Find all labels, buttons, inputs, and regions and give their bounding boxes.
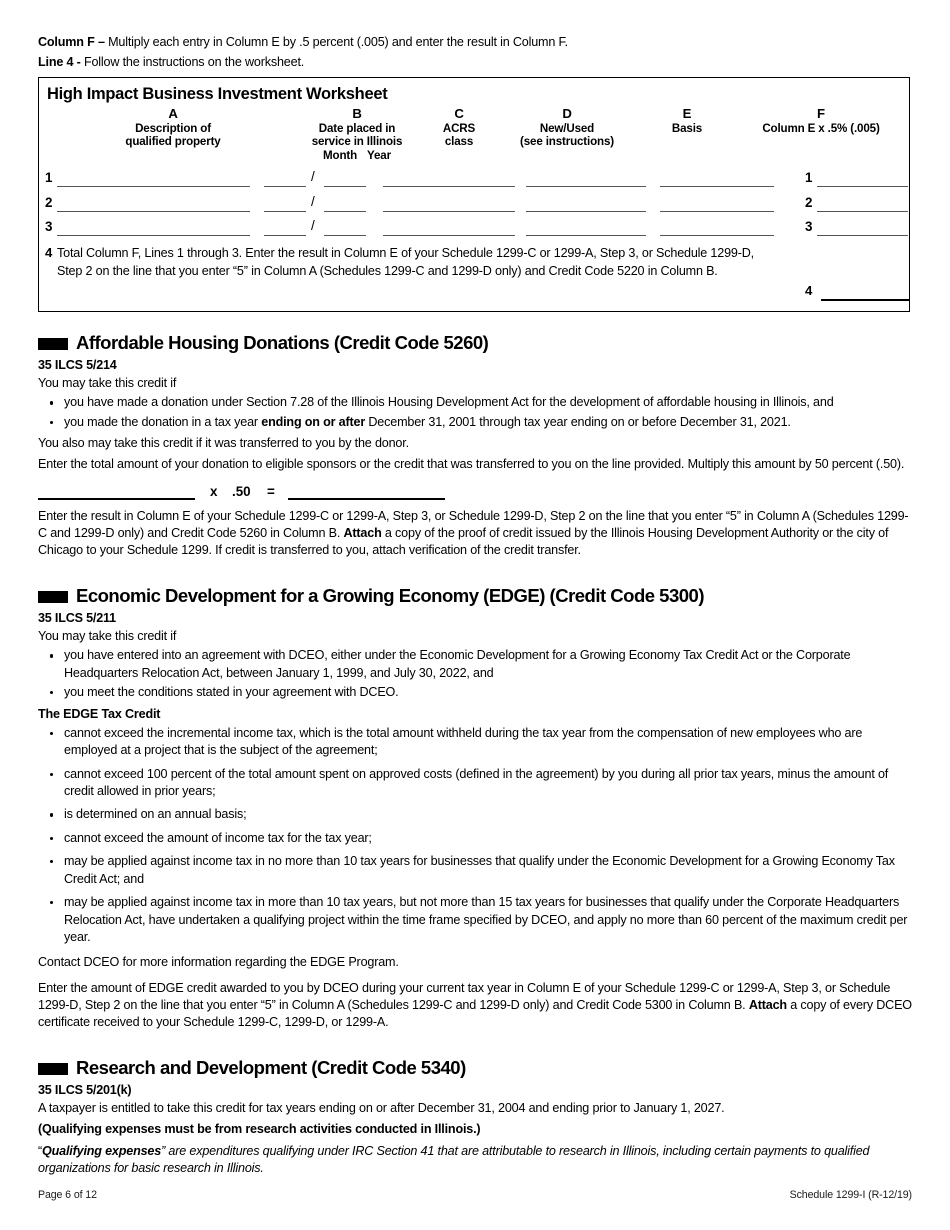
contact-dceo-text: Contact DCEO for more information regarding the EDGE Program. <box>38 955 399 970</box>
section-bullet-square-icon <box>38 591 68 603</box>
list-item <box>38 894 912 946</box>
section-heading-edge <box>38 585 912 606</box>
column-f-text: Multiply each entry in Column E by .5 percent (.005) and enter the result in Column F. <box>108 35 568 49</box>
row-2-field-d[interactable] <box>526 211 646 212</box>
column-a-line2: qualified property <box>125 135 221 149</box>
row-1-number-right: 1 <box>805 170 813 186</box>
row-1-slash: / <box>311 169 315 185</box>
worksheet-line-4-answer-field[interactable] <box>821 299 909 301</box>
row-1-field-c[interactable] <box>383 186 515 187</box>
lead-text-edge: You may take this credit if <box>38 629 177 644</box>
bullet-list-affordable-housing <box>38 394 912 431</box>
section-title-affordable-housing: Affordable Housing Donations (Credit Code 5260) <box>76 332 489 354</box>
list-item <box>38 647 912 682</box>
column-b-line2: service in Illinois <box>311 135 403 149</box>
worksheet-row-3 <box>39 218 909 243</box>
edge-bullet-1: you have entered into an agreement with DCEO, either under the Economic Development for a Growing Economy Tax Credit Act or the Corporate Headquarters Relocation Act, between January 1, 1999, and July 30, 2022, and <box>64 648 851 680</box>
multiply-by-fifty-percent-line <box>38 482 912 508</box>
edge-rule-1: cannot exceed the incremental income tax, which is the total amount withheld during the tax year from the compensation of new employees who are employed at a project that is the subject of the agreement; <box>64 725 863 758</box>
row-3-field-d[interactable] <box>526 235 646 236</box>
row-1-field-d[interactable] <box>526 186 646 187</box>
row-3-field-e[interactable] <box>660 235 774 236</box>
worksheet-line-4 <box>39 243 909 311</box>
page-footer <box>38 1189 912 1201</box>
column-header-a <box>73 107 273 149</box>
qualifying-expenses-definition <box>38 1143 912 1177</box>
edge-rule-6: may be applied against income tax in more than 10 tax years, but not more than 15 tax years for businesses that qualify under the Corporate Headquarters Relocation Act, have undertaken a qualifying project within the time frame specified by DCEO, and apply no more than 60 percent of the maximum credit per year. <box>64 895 908 944</box>
bullet-list-edge-rules <box>38 725 912 946</box>
row-1-number-left: 1 <box>45 170 53 186</box>
ilcs-citation-research-development: 35 ILCS 5/201(k) <box>38 1083 132 1098</box>
worksheet-row-2 <box>39 194 909 219</box>
column-d-line1: New/Used <box>539 121 595 135</box>
list-item <box>38 830 912 847</box>
row-2-slash: / <box>311 193 315 209</box>
column-b-month-year <box>267 149 447 163</box>
bullet-list-edge-eligibility <box>38 647 912 701</box>
page-content <box>38 34 912 1177</box>
row-1-field-f[interactable] <box>817 186 908 187</box>
line-4-text: Follow the instructions on the worksheet. <box>83 54 305 69</box>
subheading-edge-tax-credit: The EDGE Tax Credit <box>38 706 161 721</box>
open-quote: “ <box>38 1143 43 1158</box>
list-item <box>38 414 912 431</box>
donation-instruction-affordable-housing: Enter the total amount of your donation to eligible sponsors or the credit that was transferred to you on the line provided. Multiply this amount by 50 percent (.50). <box>38 457 905 472</box>
row-2-number-left: 2 <box>45 194 53 210</box>
attach-label-2: Attach <box>748 997 787 1012</box>
column-f-line1: Column E x .5% (.005) <box>762 121 880 135</box>
row-1-field-b-month[interactable] <box>264 186 306 187</box>
bullet-text-2-bold: ending on or after <box>261 414 366 429</box>
edge-rule-5: may be applied against income tax in no more than 10 tax years for businesses that qualify under the Economic Development for a Growing Economy Tax Credit Act; and <box>64 854 895 886</box>
row-3-number-right: 3 <box>805 219 813 235</box>
footer-schedule-id: Schedule 1299-I (R-12/19) <box>789 1189 912 1201</box>
row-3-field-b-month[interactable] <box>264 235 306 236</box>
worksheet-row-1 <box>39 169 909 194</box>
column-letter-b: B <box>352 106 362 122</box>
column-b-year: Year <box>367 148 391 162</box>
closing-text-edge <box>38 980 912 1032</box>
row-1-field-a[interactable] <box>57 186 250 187</box>
line-4-label: Line 4 - <box>38 54 84 69</box>
worksheet-title: High Impact Business Investment Worksheet <box>47 85 388 104</box>
multiply-operator: x <box>210 483 218 499</box>
closing-pre-1: Enter the result in Column E of your Schedule 1299-C or 1299-A, Step 3, or Schedule 1299-D, Step 2 on the line that you enter “5” in Column A (Schedules 1299-C and 1299-D only) and Credit Code 5260 in Column B. <box>38 508 909 540</box>
row-1-field-b-year[interactable] <box>324 186 366 187</box>
column-b-line1: Date placed in <box>318 121 396 135</box>
multiply-factor: .50 <box>232 483 251 499</box>
edge-rule-2: cannot exceed 100 percent of the total amount spent on approved costs (defined in the agreement) by you during all prior tax years, minus the amount of credit allowed in prior years; <box>64 766 889 799</box>
edge-rule-3: is determined on an annual basis; <box>64 807 247 822</box>
column-f-instruction <box>38 34 912 51</box>
list-item <box>38 853 912 888</box>
research-development-eligibility-text: A taxpayer is entitled to take this credit for tax years ending on or after December 31, 2004 and ending prior to January 1, 2027. <box>38 1101 725 1116</box>
qualifying-expenses-term: Qualifying expenses <box>42 1143 162 1158</box>
column-letter-a: A <box>168 106 178 122</box>
row-3-number-left: 3 <box>45 219 53 235</box>
high-impact-business-investment-worksheet <box>38 77 910 312</box>
lead-text-affordable-housing: You may take this credit if <box>38 376 177 391</box>
worksheet-column-headers <box>39 107 909 169</box>
bullet-text-1: you have made a donation under Section 7.28 of the Illinois Housing Development Act for the development of affordable housing in Illinois, and <box>64 395 834 410</box>
row-3-slash: / <box>311 218 315 234</box>
ilcs-citation-affordable-housing: 35 ILCS 5/214 <box>38 358 117 373</box>
closing-post-1: a copy of the proof of credit issued by the Illinois Housing Development Authority or the city of Chicago to your Schedule 1299. If credit is transferred to you, attach verification of the credit transfer. <box>38 525 889 558</box>
row-3-field-b-year[interactable] <box>324 235 366 236</box>
closing-text-affordable-housing <box>38 508 912 560</box>
column-f-label: Column F – <box>38 35 109 49</box>
section-heading-affordable-housing <box>38 332 912 353</box>
list-item <box>38 394 912 411</box>
row-3-field-a[interactable] <box>57 235 250 236</box>
list-item <box>38 725 912 760</box>
worksheet-line-4-number: 4 <box>45 245 53 261</box>
row-2-field-a[interactable] <box>57 211 250 212</box>
column-c-line1: ACRS <box>442 121 476 135</box>
row-2-field-f[interactable] <box>817 211 908 212</box>
section-bullet-square-icon <box>38 1063 68 1075</box>
column-c-line2: class <box>444 135 474 149</box>
edge-bullet-2: you meet the conditions stated in your agreement with DCEO. <box>64 685 399 700</box>
footer-page-number: Page 6 of 12 <box>38 1189 97 1201</box>
row-1-field-e[interactable] <box>660 186 774 187</box>
attach-label-1: Attach <box>343 525 382 540</box>
edge-rule-4: cannot exceed the amount of income tax for the tax year; <box>64 830 372 845</box>
row-2-field-b-year[interactable] <box>324 211 366 212</box>
list-item <box>38 684 912 701</box>
column-letter-e: E <box>682 106 692 122</box>
row-3-field-f[interactable] <box>817 235 908 236</box>
ilcs-citation-edge: 35 ILCS 5/211 <box>38 611 116 626</box>
row-2-field-b-month[interactable] <box>264 211 306 212</box>
bullet-text-2b: December 31, 2001 through tax year ending on or before December 31, 2021. <box>365 414 791 429</box>
bullet-text-2a: you made the donation in a tax year <box>64 414 262 429</box>
line-4-instruction <box>38 54 912 71</box>
row-2-field-e[interactable] <box>660 211 774 212</box>
section-title-edge: Economic Development for a Growing Economy (EDGE) (Credit Code 5300) <box>76 585 704 607</box>
worksheet-line-4-answer-number: 4 <box>805 283 813 299</box>
section-title-research-development: Research and Development (Credit Code 5340) <box>76 1057 466 1079</box>
transfer-note-affordable-housing: You also may take this credit if it was transferred to you by the donor. <box>38 436 409 451</box>
column-b-month: Month <box>323 148 358 162</box>
worksheet-line-4-text: Total Column F, Lines 1 through 3. Enter the result in Column E of your Schedule 1299-C or 1299-A, Step 3, or Schedule 1299-D, Step 2 on the line that you enter “5” in Column A (Schedules 1299-C and 1299-D only) and Credit Code 5220 in Column B. <box>57 246 754 278</box>
qualifying-expenses-note: (Qualifying expenses must be from research activities conducted in Illinois.) <box>38 1122 481 1137</box>
closing-post-2: a copy of every DCEO certificate received to your Schedule 1299-C, 1299-D, or 1299-A. <box>38 997 912 1029</box>
list-item <box>38 806 912 823</box>
column-letter-d: D <box>562 106 572 122</box>
column-letter-f: F <box>817 106 825 122</box>
donation-amount-field[interactable] <box>38 498 195 500</box>
list-item <box>38 766 912 801</box>
closing-pre-2: Enter the amount of EDGE credit awarded to you by DCEO during your current tax year in Column E of your Schedule 1299-C or 1299-A, Step 3, or Schedule 1299-D, Step 2 on the line that you enter “5” in Column A (Schedules 1299-C and 1299-D only) and Credit Code 5300 in Column B. <box>38 980 891 1012</box>
worksheet-entry-rows <box>39 169 909 243</box>
section-bullet-square-icon <box>38 338 68 350</box>
column-letter-c: C <box>454 106 464 122</box>
column-d-line2: (see instructions) <box>520 135 614 149</box>
column-a-line1: Description of <box>135 121 211 135</box>
equals-operator: = <box>267 483 275 499</box>
qualifying-expenses-body: ” are expenditures qualifying under IRC Section 41 that are attributable to research in Illinois, including certain payments to qualified organizations for basic research in Illinois. <box>38 1143 870 1175</box>
row-2-number-right: 2 <box>805 194 813 210</box>
section-heading-research-development <box>38 1057 912 1078</box>
column-header-f <box>731 107 911 135</box>
row-3-field-c[interactable] <box>383 235 515 236</box>
row-2-field-c[interactable] <box>383 211 515 212</box>
credit-result-field[interactable] <box>288 498 445 500</box>
column-e-line1: Basis <box>671 121 703 135</box>
